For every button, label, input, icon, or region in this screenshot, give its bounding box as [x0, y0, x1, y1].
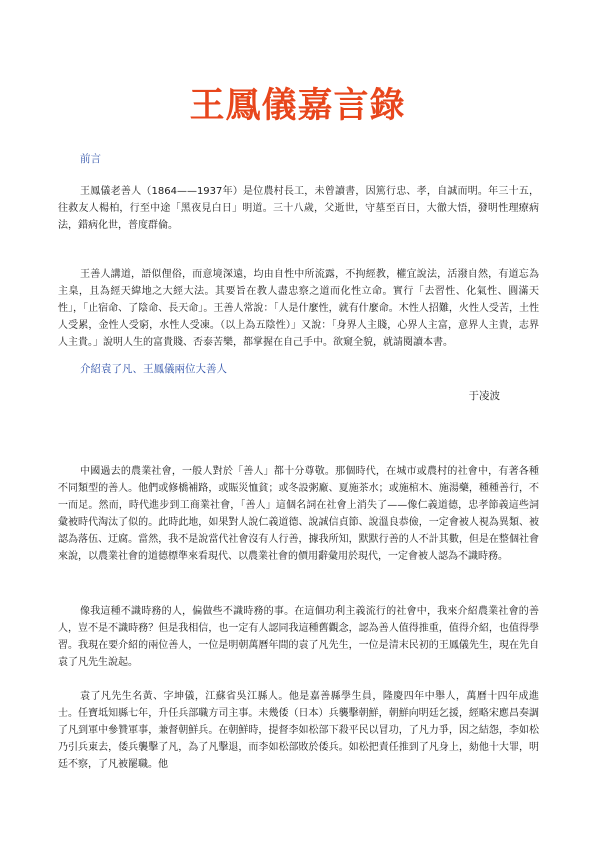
preface-paragraph-1: 王鳳儀老善人（1864——1937年）是位農村長工，未曾讀書，因篤行忠、孝，自誠而明。年三十五，往救友人楊柏，行至中途「黑夜見白日」明道。三十八歲，父逝世，守墓至百日，大徹大悟，發明性理療病法，錯病化世，普度群倫。: [58, 186, 539, 231]
preface-paragraph-2: 王善人講道，語似俚俗，而意境深遠，均由自性中所流露，不拘經教，權宜說法，活潑自然，有道忘為主臬，且為經天緯地之大經大法。其要旨在教人盡忠察之道而化性立命。實行「去習性、化氣性、圓滿天性」，「止宿命、了陰命、長天命」。王善人常說：「人是什麼性，就有什麼命。木性人招難，火性人受苦，土性人受累，金性人受窮，水性人受凍。（以上為五陰性）」又說：「身界人主賤，心界人主富，意界人主貴，志界人主貴。」說明人生的富貴賤、否泰苦樂，都掌握在自己手中。欲窺全貌，就請閱讀本書。: [58, 269, 539, 348]
body-paragraph-2: 像我這種不識時務的人，偏做些不識時務的事。在這個功利主義流行的社會中，我來介紹農業社會的善人，豈不是不識時務？但是我相信，也一定有人認同我這種舊觀念，認為善人值得推重，值得介紹，也值得學習。我現在要介紹的兩位善人，一位是明朝萬曆年間的袁了凡先生，一位是清末民初的王鳳儀先生，現在先自袁了凡先生說起。: [58, 606, 539, 668]
author-name: 于凌波: [468, 390, 500, 402]
body-paragraph-1: 中國過去的農業社會，一般人對於「善人」都十分尊敬。那個時代，在城市或農村的社會中，有著各種不同類型的善人。他們或修橋補路，或賑災恤貧；或冬設粥廠、夏施茶水；或施棺木、施湯藥，種種善行，不一而足。然而，時代進步到工商業社會，「善人」這個名詞在社會上消失了——像仁義道德，忠孝節義這些詞彙被時代淘汰了似的。此時此地，如果對人說仁義道德、說誠信貞節、說溫良恭儉，一定會被人視為異類、被認為落伍、迂腐。當然，我不是說當代社會沒有人行善，據我所知，默默行善的人不計其數，但是在整個社會來說，以農業社會的道德標準來看現代、以農業社會的價用辭彙用於現代，一定會被人認為不識時務。: [58, 466, 539, 562]
body-paragraph-3: 袁了凡先生名黃、字坤儀，江蘇省吳江縣人。他是嘉善縣學生員，隆慶四年中舉人，萬曆十四年成進士。任寶坻知縣七年，升任兵部職方司主事。未幾倭（日本）兵襲擊朝鮮，朝鮮向明廷乞援，經略宋應昌奏調了凡到軍中參贊軍事，兼督朝鮮兵。在朝鮮時，提督李如松部下殺平民以冒功，了凡力爭，因之結怨，李如松乃引兵東去，倭兵襲擊了凡，為了凡擊退，而李如松部敗於倭兵。如松把責任推到了凡身上，劾他十大罪，明廷不察，了凡被罷職。他: [58, 691, 539, 770]
document-title: 王鳳儀嘉言錄: [189, 85, 406, 126]
intro-heading-link[interactable]: 介紹袁了凡、王鳳儀兩位大善人: [80, 363, 227, 375]
preface-heading-link[interactable]: 前言: [80, 153, 101, 165]
